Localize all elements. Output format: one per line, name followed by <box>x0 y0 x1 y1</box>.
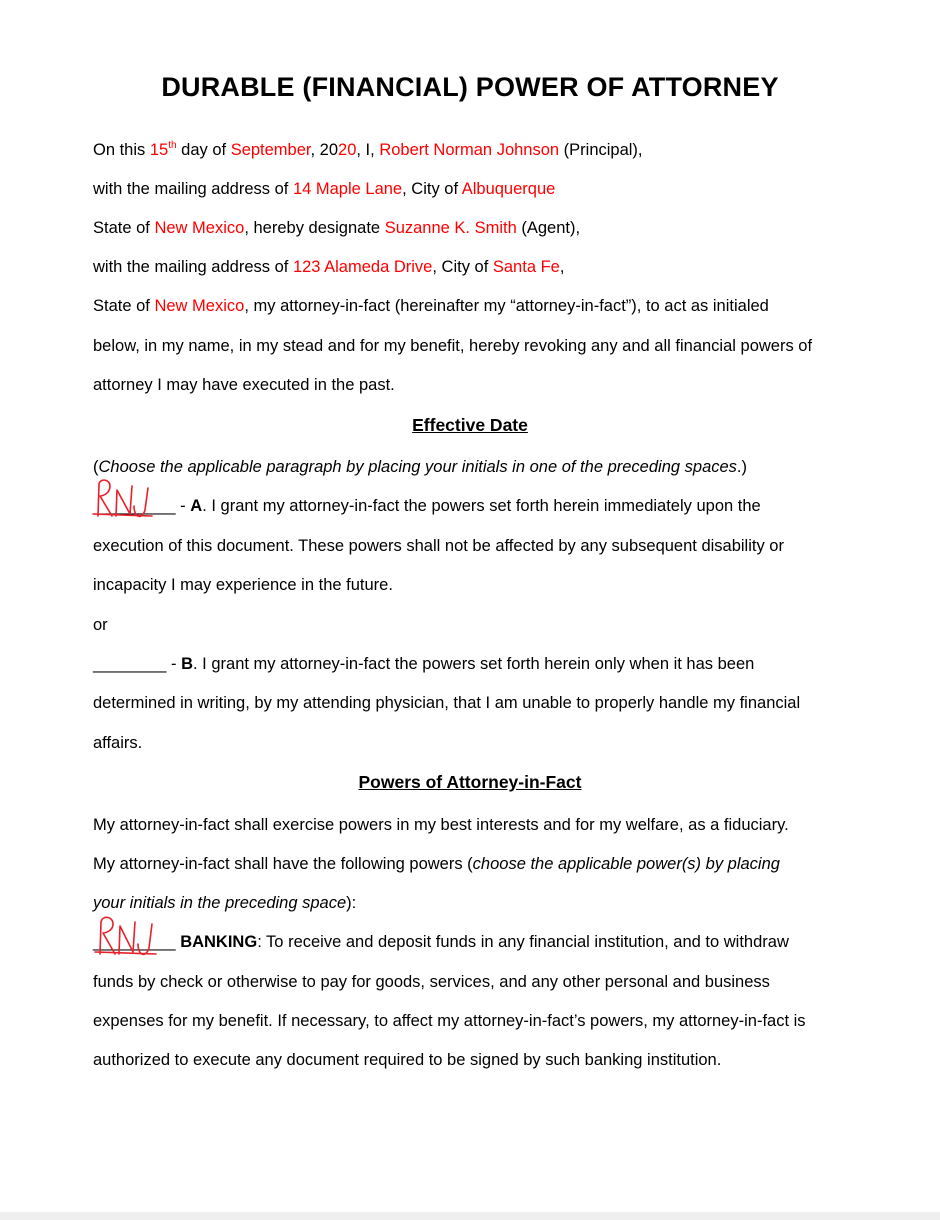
fill-principal-address: 14 Maple Lane <box>292 180 403 198</box>
powers-instructions-italic: choose the applicable power(s) by placing <box>472 855 780 873</box>
option-a-line-1 <box>93 496 761 516</box>
powers-heading: Powers of Attorney-in-Fact <box>358 772 582 792</box>
initials-signature-banking <box>92 912 162 958</box>
powers-line-3 <box>93 893 356 913</box>
powers-line-2 <box>93 854 780 874</box>
initials-signature-a <box>90 476 160 520</box>
fill-year: 20 <box>338 141 357 159</box>
text: day of <box>176 141 231 159</box>
or-separator: or <box>93 616 108 634</box>
fill-agent-name: Suzanne K. Smith <box>384 219 517 237</box>
day-value: 15 <box>149 141 169 159</box>
option-b-line-3: affairs. <box>93 734 143 752</box>
option-b-line-2: determined in writing, by my attending physician, that I am unable to properly handle my financial <box>93 694 801 712</box>
text: (Principal), <box>559 141 643 159</box>
effective-instructions <box>93 457 747 477</box>
intro-line-4 <box>93 257 564 277</box>
text: My attorney-in-fact shall have the following powers ( <box>93 855 473 873</box>
option-a-line-3: incapacity I may experience in the future. <box>93 576 393 594</box>
banking-label: BANKING <box>180 933 258 951</box>
text: : To receive and deposit funds in any financial institution, and to withdraw <box>257 933 789 951</box>
text: . I grant my attorney-in-fact the powers set forth herein immediately upon the <box>202 497 761 515</box>
text: ): <box>346 894 357 912</box>
effective-date-heading: Effective Date <box>412 415 528 435</box>
banking-line-3: expenses for my benefit. If necessary, to affect my attorney-in-fact’s powers, my attorney-in-fact is <box>93 1012 806 1030</box>
text: , 20 <box>310 141 339 159</box>
text: - <box>175 497 191 515</box>
intro-line-1 <box>93 140 643 160</box>
fill-agent-state: New Mexico <box>154 297 245 315</box>
document-title: DURABLE (FINANCIAL) POWER OF ATTORNEY <box>161 72 779 102</box>
text: , City of <box>402 180 462 198</box>
banking-line-4: authorized to execute any document required to be signed by such banking institution. <box>93 1051 722 1069</box>
fill-month: September <box>230 141 311 159</box>
option-a-line-2: execution of this document. These powers shall not be affected by any subsequent disability or <box>93 537 784 555</box>
text: (Agent), <box>516 219 581 237</box>
option-a-letter: A <box>190 497 203 515</box>
text: . I grant my attorney-in-fact the powers set forth herein only when it has been <box>193 655 755 673</box>
intro-line-7: attorney I may have executed in the past. <box>93 376 395 394</box>
text: On this <box>93 141 150 159</box>
banking-line-1 <box>93 932 789 952</box>
text: State of <box>93 297 155 315</box>
fill-agent-address: 123 Alameda Drive <box>292 258 433 276</box>
text: , hereby designate <box>244 219 385 237</box>
text: , City of <box>432 258 493 276</box>
banking-line-2: funds by check or otherwise to pay for goods, services, and any other personal and business <box>93 973 770 991</box>
text: with the mailing address of <box>93 180 293 198</box>
powers-line-1: My attorney-in-fact shall exercise powers in my best interests and for my welfare, as a fiduciary. <box>93 816 789 834</box>
intro-line-5 <box>93 296 769 316</box>
fill-principal-state: New Mexico <box>154 219 245 237</box>
initials-blank-banking[interactable]: _________ <box>93 933 176 951</box>
powers-instructions-italic: your initials in the preceding space <box>93 894 347 912</box>
fill-principal-city: Albuquerque <box>461 180 556 198</box>
text: , <box>559 258 565 276</box>
instructions-italic: Choose the applicable paragraph by placing your initials in one of the preceding spaces <box>98 458 737 476</box>
text: - <box>166 655 182 673</box>
fill-day <box>150 141 177 159</box>
text: , I, <box>356 141 380 159</box>
option-b-line-1 <box>93 654 754 674</box>
text: , my attorney-in-fact (hereinafter my “attorney-in-fact”), to act as initialed <box>244 297 769 315</box>
fill-agent-city: Santa Fe <box>492 258 560 276</box>
day-suffix: th <box>168 139 177 151</box>
text: .) <box>736 458 748 476</box>
initials-blank-b[interactable]: ________ <box>93 655 167 673</box>
fill-principal-name: Robert Norman Johnson <box>379 141 560 159</box>
text: with the mailing address of <box>93 258 293 276</box>
intro-line-2 <box>93 179 555 199</box>
initials-blank-a[interactable]: _________ <box>93 497 176 515</box>
text: State of <box>93 219 155 237</box>
intro-line-6: below, in my name, in my stead and for my benefit, hereby revoking any and all financial powers of <box>93 337 813 355</box>
intro-line-3 <box>93 218 580 238</box>
text: ( <box>93 458 99 476</box>
option-b-letter: B <box>181 655 194 673</box>
page-bottom-edge <box>0 1212 940 1220</box>
